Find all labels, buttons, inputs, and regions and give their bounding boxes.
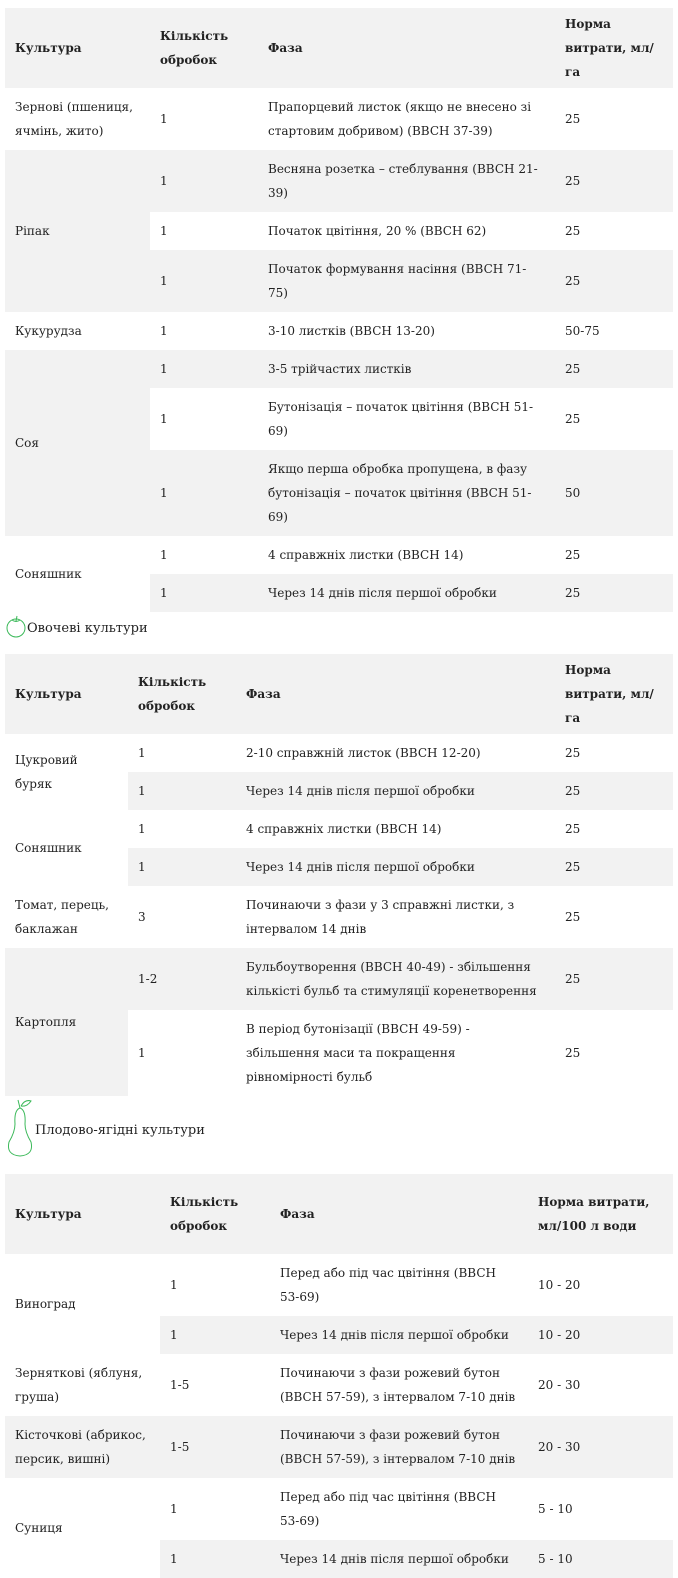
- count-cell: 1: [160, 1540, 270, 1578]
- phase-cell: Через 14 днів після першої обробки: [236, 848, 555, 886]
- tomato-icon: [5, 614, 27, 642]
- table-row: [5, 536, 673, 574]
- column-header-count: Кількість обробок: [128, 654, 236, 734]
- column-header-phase: Фаза: [236, 654, 555, 734]
- rate-cell: 25: [565, 1046, 581, 1060]
- table-row: [5, 810, 673, 848]
- culture-cell: Зернові (пшениця, ячмінь, жито): [15, 100, 133, 138]
- rate-cell: 25: [565, 822, 581, 836]
- rate-cell: 50-75: [565, 324, 600, 338]
- count-cell: 1: [138, 822, 146, 836]
- count-cell: 1: [160, 412, 168, 426]
- rate-cell: 25: [555, 948, 673, 1010]
- rate-cell: 50: [555, 450, 673, 536]
- phase-cell: Бутонізація – початок цвітіння (BBCH 51-69): [268, 400, 534, 438]
- phase-cell: Через 14 днів після першої обробки: [236, 772, 555, 810]
- rate-cell: 20 - 30: [538, 1378, 581, 1392]
- phase-cell: 3-10 листків (BBCH 13-20): [268, 324, 435, 338]
- count-cell: 1: [128, 848, 236, 886]
- column-header-rate: Норма витрати, мл/га: [555, 8, 673, 88]
- count-cell: 1: [128, 772, 236, 810]
- count-cell: 1: [160, 548, 168, 562]
- culture-cell: Соняшник: [15, 841, 82, 855]
- table-row: [5, 734, 673, 772]
- rate-cell: 10 - 20: [538, 1278, 581, 1292]
- rate-cell: 25: [565, 224, 581, 238]
- column-header-phase: Фаза: [258, 8, 555, 88]
- table-row: [5, 1254, 673, 1316]
- culture-cell: Кісточкові (абрикос, персик, вишні): [5, 1416, 160, 1478]
- section-title: Овочеві культури: [27, 620, 148, 636]
- culture-cell: Ріпак: [5, 150, 150, 312]
- count-cell: 1: [150, 574, 258, 612]
- header-row: [5, 654, 673, 734]
- culture-cell: Соя: [5, 350, 150, 536]
- phase-cell: 2-10 справжній листок (BBCH 12-20): [246, 746, 481, 760]
- table-row: [5, 1478, 673, 1540]
- rate-cell: 25: [565, 910, 581, 924]
- rate-cell: 25: [565, 548, 581, 562]
- phase-cell: Починаючи з фази рожевий бутон (BBCH 57-59), з інтервалом 7-10 днів: [280, 1366, 516, 1404]
- culture-cell: Цукровий буряк: [15, 753, 78, 791]
- phase-cell: Починаючи з фази рожевий бутон (BBCH 57-59), з інтервалом 7-10 днів: [270, 1416, 528, 1478]
- phase-cell: Через 14 днів після першої обробки: [270, 1540, 528, 1578]
- table-row: [5, 150, 673, 212]
- column-header-rate: Норма витрати, мл/100 л води: [528, 1174, 673, 1254]
- culture-cell: Суниця: [15, 1521, 63, 1535]
- column-header-culture: Культура: [5, 1174, 160, 1254]
- count-cell: 1: [150, 150, 258, 212]
- culture-cell: Картопля: [5, 948, 128, 1096]
- count-cell: 1: [150, 250, 258, 312]
- phase-cell: 4 справжніх листки (BBCH 14): [268, 548, 464, 562]
- phase-cell: В період бутонізації (BBCH 49-59) - збільшення маси та покращення рівномірності бульб: [246, 1022, 470, 1084]
- fruits-table: [5, 1174, 673, 1578]
- section-vegetables: [5, 614, 673, 642]
- rate-cell: 5 - 10: [528, 1540, 673, 1578]
- rate-cell: 5 - 10: [538, 1502, 573, 1516]
- column-header-culture: Культура: [5, 654, 128, 734]
- phase-cell: Через 14 днів після першої обробки: [258, 574, 555, 612]
- rate-cell: 25: [565, 112, 581, 126]
- phase-cell: Якщо перша обробка пропущена, в фазу бутонізація – початок цвітіння (BBCH 51-69): [258, 450, 555, 536]
- vegetables-table: [5, 654, 673, 1096]
- section-title: Плодово-ягідні культури: [35, 1122, 205, 1138]
- phase-cell: Починаючи з фази у 3 справжні листки, з інтервалом 14 днів: [246, 898, 515, 936]
- rate-cell: 25: [565, 412, 581, 426]
- header-row: [5, 1174, 673, 1254]
- rate-cell: 25: [555, 250, 673, 312]
- count-cell: 1-5: [160, 1416, 270, 1478]
- rate-cell: 25: [555, 772, 673, 810]
- rate-cell: 25: [555, 150, 673, 212]
- phase-cell: Перед або під час цвітіння (BBCH 53-69): [280, 1490, 496, 1528]
- column-header-count: Кількість обробок: [150, 8, 258, 88]
- culture-cell: Соняшник: [15, 567, 82, 581]
- table-row: [5, 948, 673, 1010]
- table-row: [5, 350, 673, 388]
- phase-cell: 4 справжніх листки (BBCH 14): [246, 822, 442, 836]
- culture-cell: Томат, перець, баклажан: [15, 898, 109, 936]
- phase-cell: 3-5 трійчастих листків: [258, 350, 555, 388]
- section-fruits: [5, 1098, 673, 1162]
- count-cell: 1-5: [170, 1378, 190, 1392]
- culture-cell: Кукурудза: [15, 324, 82, 338]
- count-cell: 1: [160, 112, 168, 126]
- phase-cell: Бульбоутворення (BBCH 40-49) - збільшення кількісті бульб та стимуляції коренетворення: [236, 948, 555, 1010]
- phase-cell: Прапорцевий листок (якщо не внесено зі стартовим добривом) (BBCH 37-39): [268, 100, 532, 138]
- phase-cell: Весняна розетка – стеблування (BBCH 21-39): [258, 150, 555, 212]
- count-cell: 1: [170, 1502, 178, 1516]
- count-cell: 1: [160, 224, 168, 238]
- table-row: [5, 886, 673, 948]
- phase-cell: Початок формування насіння (BBCH 71-75): [258, 250, 555, 312]
- culture-cell: Виноград: [15, 1297, 76, 1311]
- count-cell: 1: [160, 1316, 270, 1354]
- phase-cell: Через 14 днів після першої обробки: [270, 1316, 528, 1354]
- column-header-culture: Культура: [5, 8, 150, 88]
- header-row: [5, 8, 673, 88]
- phase-cell: Перед або під час цвітіння (BBCH 53-69): [280, 1266, 496, 1304]
- phase-cell: Початок цвітіння, 20 % (BBCH 62): [268, 224, 487, 238]
- count-cell: 1: [160, 324, 168, 338]
- count-cell: 1: [150, 450, 258, 536]
- pear-icon: [5, 1098, 35, 1162]
- count-cell: 1: [138, 746, 146, 760]
- table-row: [5, 88, 673, 150]
- table-row: [5, 1416, 673, 1478]
- count-cell: 1: [150, 350, 258, 388]
- rate-cell: 20 - 30: [528, 1416, 673, 1478]
- count-cell: 1: [138, 1046, 146, 1060]
- count-cell: 1: [170, 1278, 178, 1292]
- culture-cell: Зерняткові (яблуня, груша): [15, 1366, 143, 1404]
- count-cell: 1-2: [128, 948, 236, 1010]
- table-row: [5, 1354, 673, 1416]
- count-cell: 3: [138, 910, 146, 924]
- column-header-count: Кількість обробок: [160, 1174, 270, 1254]
- field-crops-table: [5, 8, 673, 612]
- rate-cell: 25: [555, 848, 673, 886]
- rate-cell: 25: [555, 574, 673, 612]
- column-header-phase: Фаза: [270, 1174, 528, 1254]
- column-header-rate: Норма витрати, мл/га: [555, 654, 673, 734]
- rate-cell: 25: [555, 350, 673, 388]
- table-row: [5, 312, 673, 350]
- rate-cell: 10 - 20: [528, 1316, 673, 1354]
- rate-cell: 25: [565, 746, 581, 760]
